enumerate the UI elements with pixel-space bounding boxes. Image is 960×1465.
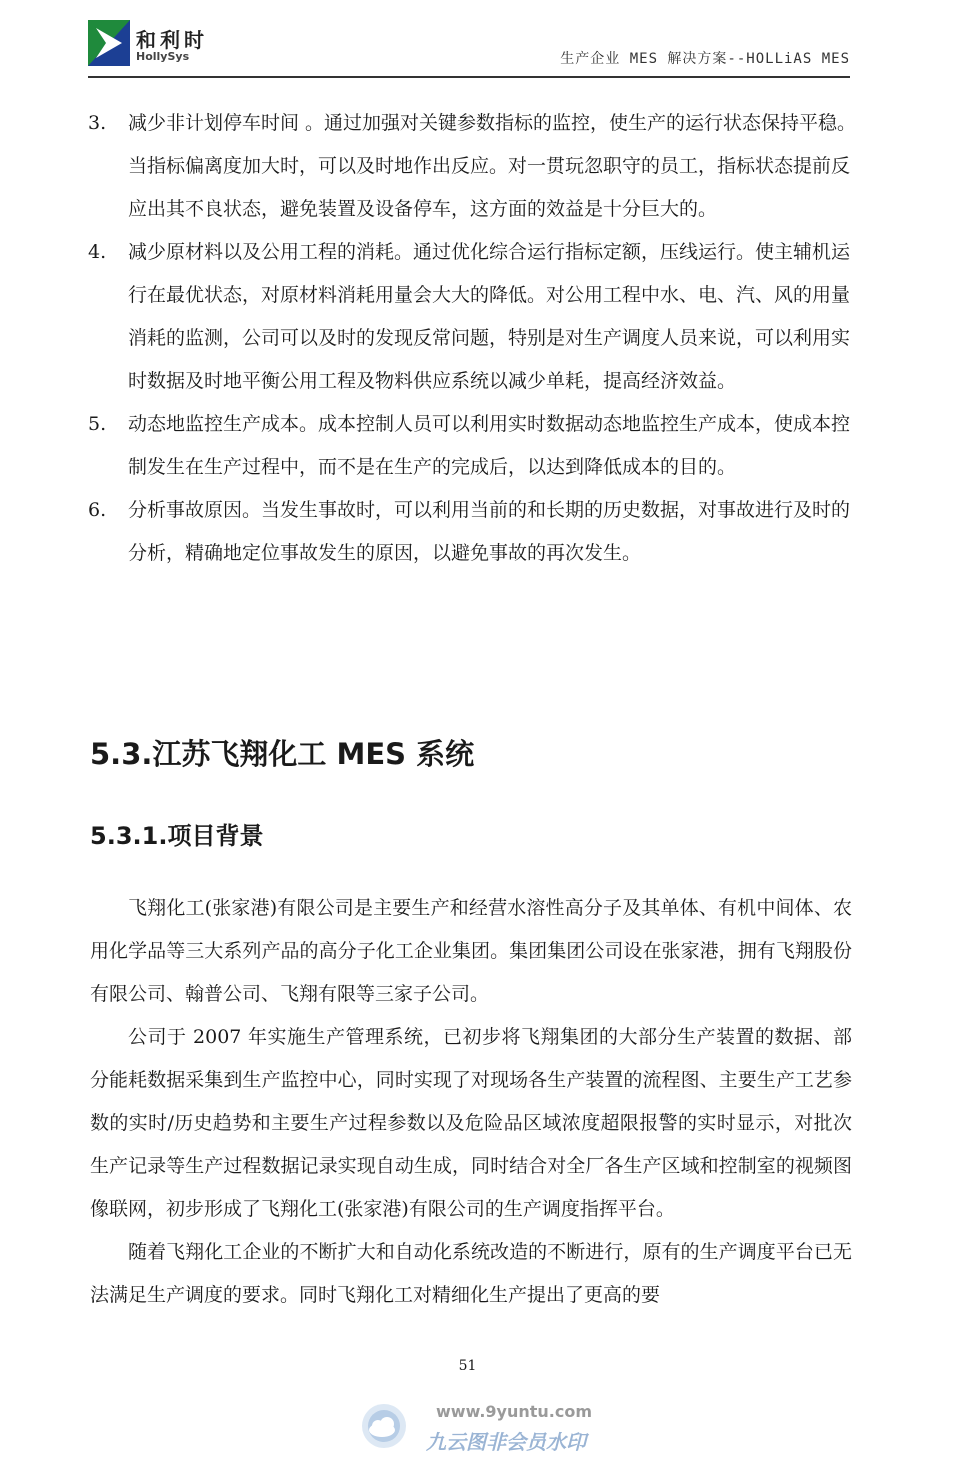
watermark-url[interactable]: www.9yuntu.com (436, 1402, 593, 1421)
list-item (88, 403, 863, 489)
list-item-number: 6. (88, 499, 107, 521)
subsection-heading: 5.3.1.项目背景 (90, 822, 264, 850)
list-item (88, 489, 863, 575)
page-number: 51 (458, 1358, 477, 1374)
watermark-text: 九云图非会员水印 (426, 1430, 586, 1454)
cloud-logo-icon (360, 1402, 408, 1450)
list-item-text: 减少原材料以及公用工程的消耗。通过优化综合运行指标定额，压线运行。使主辅机运行在最优状态，对原材料消耗用量会大大的降低。对公用工程中水、电、汽、风的用量消耗的监测，公司可以及时的发现反常问题，特别是对生产调度人员来说，可以利用实时数据及时地平衡公用工程及物料供应系统以减少单耗，提高经济效益。 (128, 241, 851, 392)
list-item (88, 231, 863, 403)
page-header (88, 18, 850, 78)
list-item-number: 3. (88, 112, 107, 134)
logo-english-name: HollySys (136, 50, 190, 63)
list-item-text: 动态地监控生产成本。成本控制人员可以利用实时数据动态地监控生产成本，使成本控制发生在生产过程中，而不是在生产的完成后，以达到降低成本的目的。 (128, 413, 851, 478)
list-item-number: 4. (88, 241, 107, 263)
hollysys-logo-icon (88, 20, 130, 66)
body-text (90, 887, 852, 1317)
document-title: 生产企业 MES 解决方案--HOLLiAS MES (560, 51, 850, 67)
paragraph: 飞翔化工(张家港)有限公司是主要生产和经营水溶性高分子及其单体、有机中间体、农用化学品等三大系列产品的高分子化工企业集团。集团集团公司设在张家港，拥有飞翔股份有限公司、翰普公司、飞翔有限等三家子公司。 (90, 897, 852, 1005)
list-item (88, 102, 863, 231)
watermark (360, 1398, 640, 1458)
list-item-text: 减少非计划停车时间 。通过加强对关键参数指标的监控，使生产的运行状态保持平稳。当指标偏离度加大时，可以及时地作出反应。对一贯玩忽职守的员工，指标状态提前反应出其不良状态，避免装置及设备停车，这方面的效益是十分巨大的。 (128, 112, 857, 220)
company-logo (88, 20, 228, 70)
logo-chinese-name: 和利时 (136, 28, 208, 52)
paragraph: 公司于 2007 年实施生产管理系统，已初步将飞翔集团的大部分生产装置的数据、部分能耗数据采集到生产监控中心，同时实现了对现场各生产装置的流程图、主要生产工艺参数的实时/历史趋势和主要生产过程参数以及危险品区域浓度超限报警的实时显示，对批次生产记录等生产过程数据记录实现自动生成，同时结合对全厂各生产区域和控制室的视频图像联网，初步形成了飞翔化工(张家港)有限公司的生产调度指挥平台。 (90, 1026, 852, 1220)
numbered-list (88, 102, 863, 575)
paragraph: 随着飞翔化工企业的不断扩大和自动化系统改造的不断进行，原有的生产调度平台已无法满足生产调度的要求。同时飞翔化工对精细化生产提出了更高的要 (90, 1241, 852, 1306)
section-heading: 5.3.江苏飞翔化工 MES 系统 (90, 737, 475, 771)
list-item-text: 分析事故原因。当发生事故时，可以利用当前的和长期的历史数据，对事故进行及时的分析，精确地定位事故发生的原因，以避免事故的再次发生。 (128, 499, 851, 564)
list-item-number: 5. (88, 413, 107, 435)
